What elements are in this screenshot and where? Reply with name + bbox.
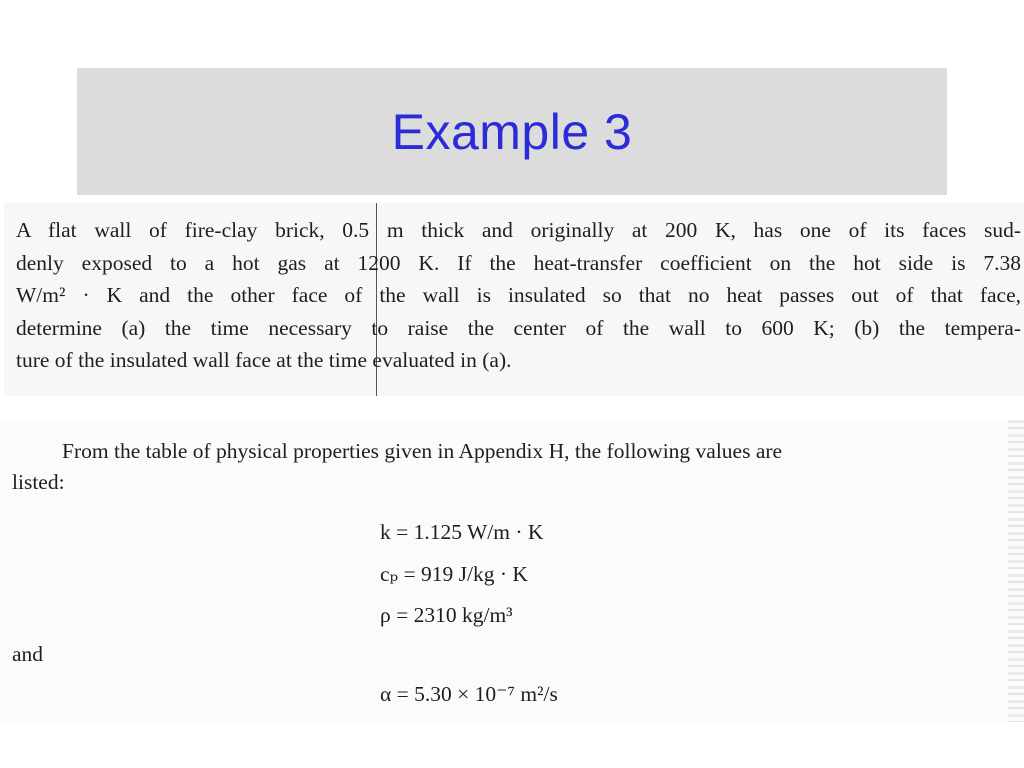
- problem-statement-scan: [4, 203, 1024, 396]
- problem-line: ture of the insulated wall face at the time evaluated in (a).: [16, 348, 512, 372]
- problem-line: A flat wall of fire-clay brick, 0.5 m thick and originally at 200 K, has one of its faces sud-: [16, 218, 1021, 242]
- equation-conductivity: k = 1.125 W/m · K: [380, 520, 544, 544]
- solution-intro-line: listed:: [12, 470, 65, 494]
- problem-line: determine (a) the time necessary to raise the center of the wall to 600 K; (b) the tempera-: [16, 315, 1021, 340]
- solution-intro: [12, 436, 1012, 498]
- equation-specific-heat: cₚ = 919 J/kg · K: [380, 562, 528, 586]
- problem-statement: [16, 214, 1021, 377]
- problem-line: denly exposed to a hot gas at 1200 K. If the heat-transfer coefficient on the hot side is 7.38: [16, 250, 1021, 275]
- problem-line: W/m² · K and the other face of the wall is insulated so that no heat passes out of that face,: [16, 283, 1021, 307]
- equation-diffusivity: α = 5.30 × 10⁻⁷ m²/s: [380, 682, 558, 706]
- title-banner: [77, 68, 947, 195]
- connector-text: and: [12, 642, 44, 666]
- solution-scan: [0, 420, 1024, 722]
- solution-intro-line: From the table of physical properties given in Appendix H, the following values are: [62, 439, 783, 463]
- equation-density: ρ = 2310 kg/m³: [380, 603, 513, 627]
- slide-title: Example 3: [391, 103, 633, 160]
